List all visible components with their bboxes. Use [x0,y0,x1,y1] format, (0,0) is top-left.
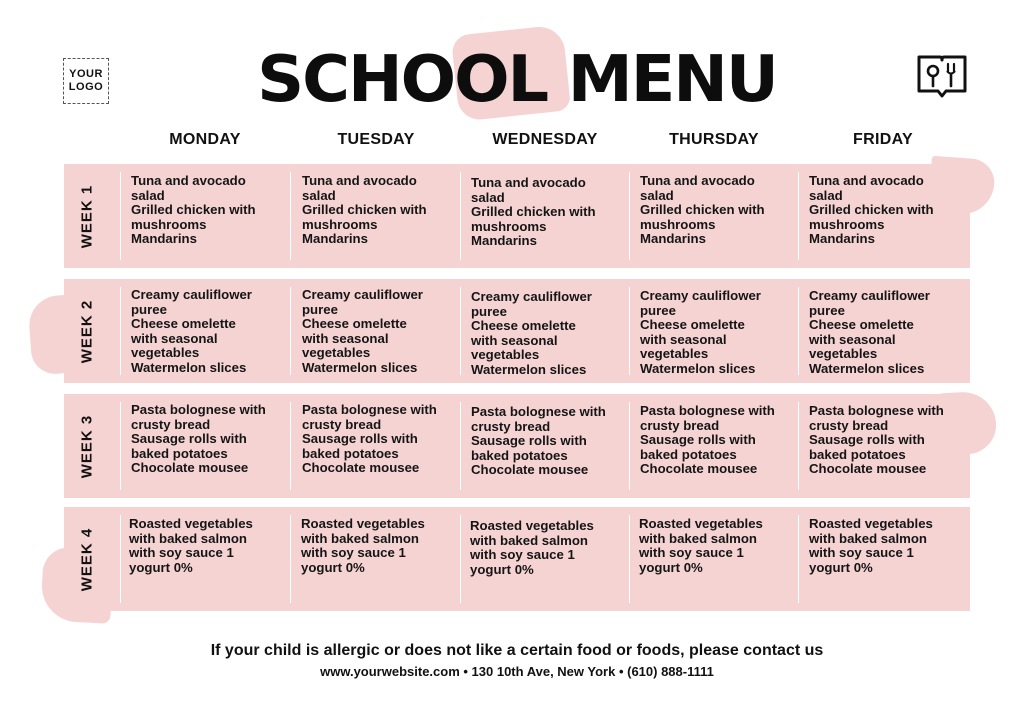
contact-info: www.yourwebsite.com • 130 10th Ave, New York • (610) 888-1111 [320,664,714,679]
logo-text-line1: YOUR [69,68,103,80]
menu-cell-week3-tuesday: Pasta bolognese with crusty bread Sausage rolls with baked potatoes Chocolate mousee [302,402,437,475]
allergy-note: If your child is allergic or does not like a certain food or foods, please contact us [210,642,824,659]
column-divider [120,402,121,490]
week-label: WEEK 2 [78,299,96,363]
menu-cell-week4-wednesday: Roasted vegetables with baked salmon with soy sauce 1 yogurt 0% [470,518,594,577]
day-header-monday: MONDAY [169,131,241,148]
menu-cell-week3-monday: Pasta bolognese with crusty bread Sausage rolls with baked potatoes Chocolate mousee [131,402,266,475]
menu-cell-week4-friday: Roasted vegetables with baked salmon with soy sauce 1 yogurt 0% [809,516,933,575]
column-divider [120,287,121,375]
menu-cell-week3-thursday: Pasta bolognese with crusty bread Sausage rolls with baked potatoes Chocolate mousee [640,403,775,476]
menu-cell-week1-wednesday: Tuna and avocado salad Grilled chicken with mushrooms Mandarins [471,175,596,248]
menu-cell-week2-monday: Creamy cauliflower puree Cheese omelette with seasonal vegetables Watermelon slices [131,287,252,375]
day-header-wednesday: WEDNESDAY [492,131,598,148]
menu-cell-week4-tuesday: Roasted vegetables with baked salmon with soy sauce 1 yogurt 0% [301,516,425,575]
logo-text-line2: LOGO [68,81,104,93]
menu-cell-week3-wednesday: Pasta bolognese with crusty bread Sausage rolls with baked potatoes Chocolate mousee [471,404,606,477]
menu-cell-week2-friday: Creamy cauliflower puree Cheese omelette with seasonal vegetables Watermelon slices [809,288,930,376]
menu-cell-week2-tuesday: Creamy cauliflower puree Cheese omelette with seasonal vegetables Watermelon slices [302,287,423,375]
menu-book-utensils-icon [916,54,968,98]
menu-cell-week1-tuesday: Tuna and avocado salad Grilled chicken with mushrooms Mandarins [302,173,427,246]
menu-cell-week2-thursday: Creamy cauliflower puree Cheese omelette with seasonal vegetables Watermelon slices [640,288,761,376]
page-title: SCHOOL MENU [257,43,777,117]
column-divider [120,515,121,603]
column-divider [290,515,291,603]
menu-cell-week1-friday: Tuna and avocado salad Grilled chicken with mushrooms Mandarins [809,173,934,246]
day-header-tuesday: TUESDAY [337,131,415,148]
day-header-thursday: THURSDAY [669,131,759,148]
menu-cell-week1-monday: Tuna and avocado salad Grilled chicken with mushrooms Mandarins [131,173,256,246]
menu-cell-week4-thursday: Roasted vegetables with baked salmon with soy sauce 1 yogurt 0% [639,516,763,575]
day-header-friday: FRIDAY [853,131,913,148]
menu-cell-week1-thursday: Tuna and avocado salad Grilled chicken with mushrooms Mandarins [640,173,765,246]
week-label: WEEK 1 [78,184,96,248]
menu-cell-week4-monday: Roasted vegetables with baked salmon with soy sauce 1 yogurt 0% [129,516,253,575]
menu-cell-week2-wednesday: Creamy cauliflower puree Cheese omelette with seasonal vegetables Watermelon slices [471,289,592,377]
week-label: WEEK 3 [78,414,96,478]
column-divider [120,172,121,260]
menu-cell-week3-friday: Pasta bolognese with crusty bread Sausage rolls with baked potatoes Chocolate mousee [809,403,944,476]
week-label: WEEK 4 [78,527,96,591]
